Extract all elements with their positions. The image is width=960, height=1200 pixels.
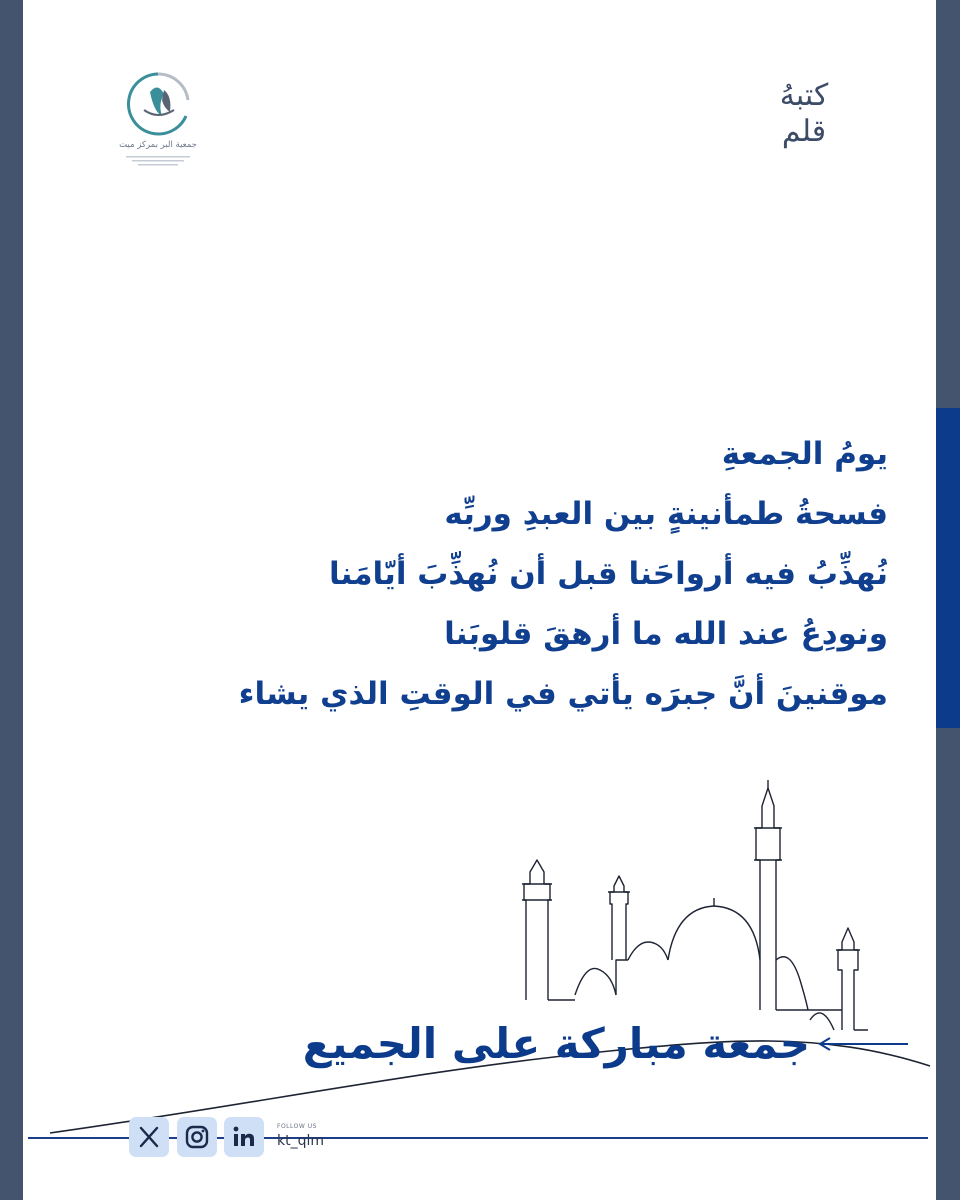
follow-us-block[interactable] (277, 1122, 324, 1150)
poem-line: نُهذِّبُ فيه أرواحَنا قبل أن نُهذِّبَ أيّامَنا (329, 556, 888, 592)
account-handle[interactable]: kt_qlm (277, 1133, 325, 1149)
linkedin-link[interactable] (224, 1117, 264, 1157)
follow-us-label: FOLLOW US (277, 1123, 317, 1130)
x-link[interactable] (129, 1117, 169, 1157)
x-icon (129, 1117, 169, 1157)
linkedin-icon (224, 1117, 264, 1157)
brand-logo-line2: قلم (781, 114, 827, 149)
friday-greeting: جمعة مباركة على الجميع (302, 1019, 810, 1068)
poem-line: موقنينَ أنَّ جبرَه يأتي في الوقتِ الذي يشاء (238, 676, 888, 712)
organization-name: جمعية البر بمركز ميت (119, 140, 197, 150)
poem-line: يومُ الجمعةِ (721, 436, 888, 472)
brand-logo-line1: كتبهُ (779, 78, 829, 113)
instagram-link[interactable] (177, 1117, 217, 1157)
poem-line: ونودِعُ عند الله ما أرهقَ قلوبَنا (444, 616, 888, 652)
poem-line: فسحةُ طمأنينةٍ بين العبدِ وربِّه (444, 496, 888, 532)
instagram-icon (177, 1117, 217, 1157)
